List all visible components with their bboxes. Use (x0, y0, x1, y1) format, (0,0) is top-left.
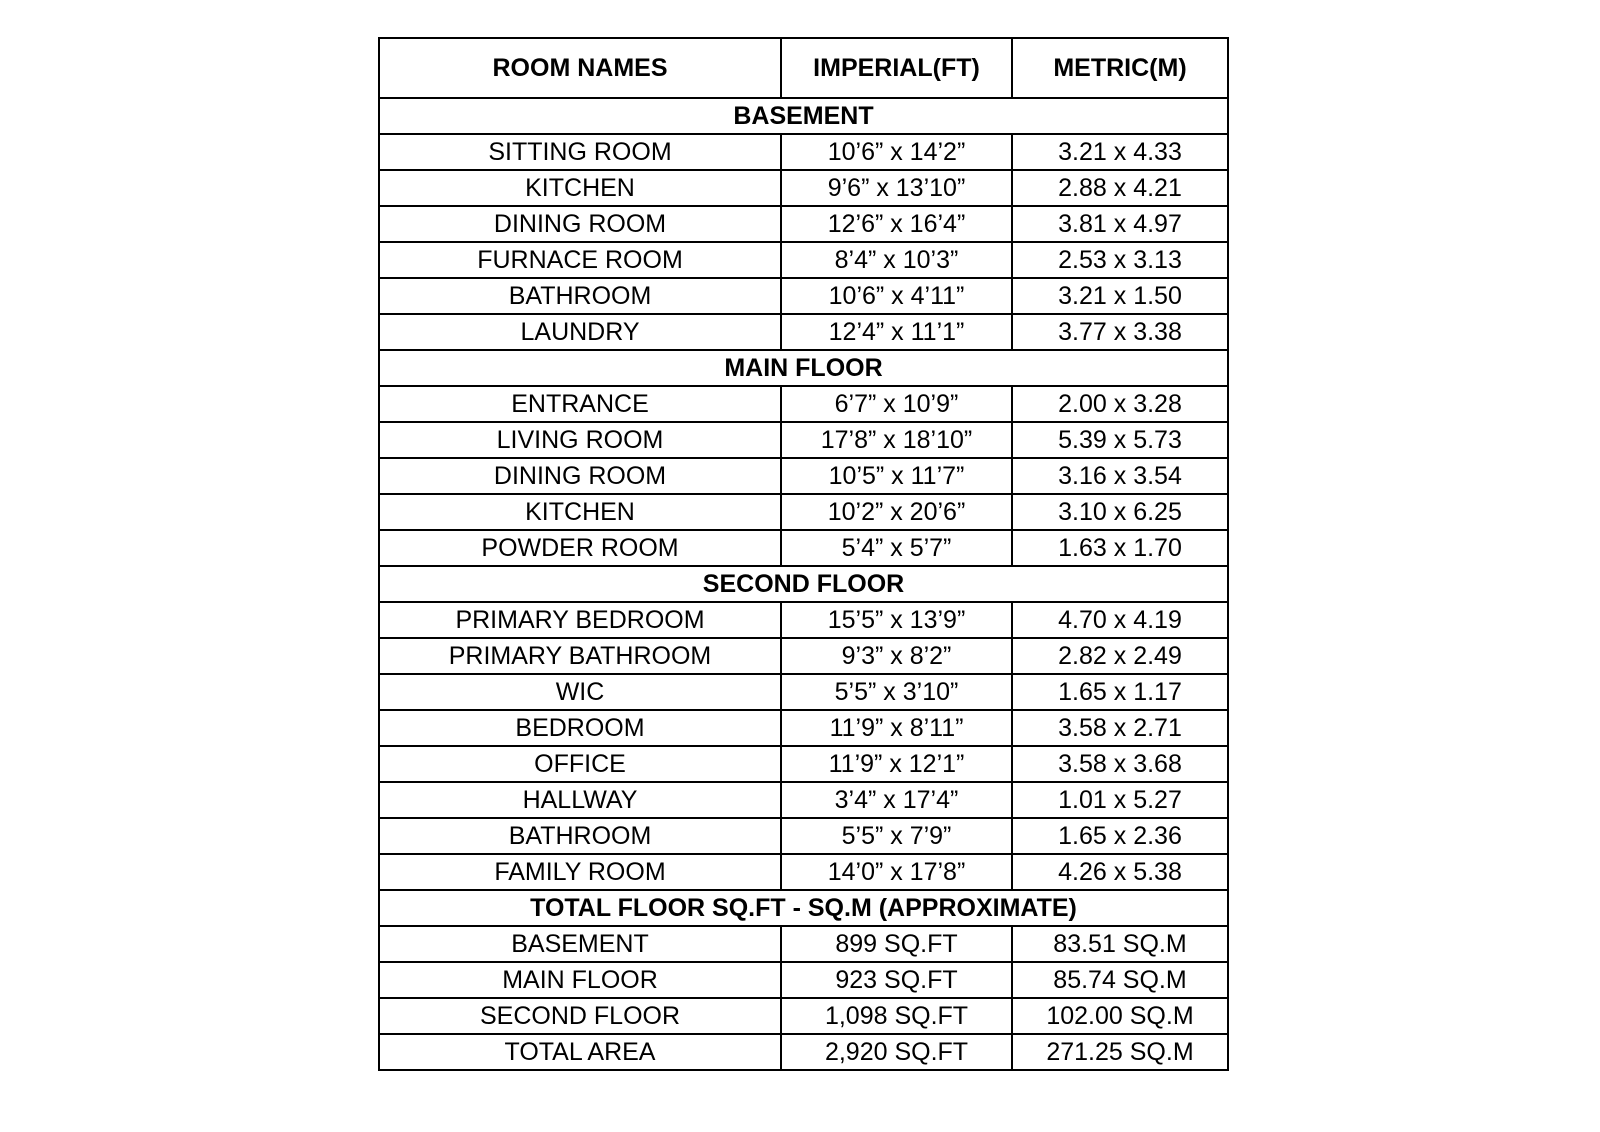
imperial-value: 12’6” x 16’4” (781, 206, 1012, 242)
metric-value: 1.65 x 2.36 (1012, 818, 1228, 854)
room-name: KITCHEN (379, 170, 781, 206)
area-sqft: 923 SQ.FT (781, 962, 1012, 998)
room-dimensions-table (378, 37, 1229, 1071)
imperial-value: 5’4” x 5’7” (781, 530, 1012, 566)
table-row (379, 998, 1228, 1034)
table-row (379, 242, 1228, 278)
table-row (379, 386, 1228, 422)
header-metric: METRIC(M) (1012, 38, 1228, 98)
table-row (379, 746, 1228, 782)
imperial-value: 12’4” x 11’1” (781, 314, 1012, 350)
table-row (379, 638, 1228, 674)
metric-value: 1.63 x 1.70 (1012, 530, 1228, 566)
imperial-value: 9’6” x 13’10” (781, 170, 1012, 206)
table-row (379, 854, 1228, 890)
floor-name: BASEMENT (379, 926, 781, 962)
imperial-value: 11’9” x 12’1” (781, 746, 1012, 782)
room-name: ENTRANCE (379, 386, 781, 422)
imperial-value: 11’9” x 8’11” (781, 710, 1012, 746)
metric-value: 3.10 x 6.25 (1012, 494, 1228, 530)
table-row (379, 674, 1228, 710)
metric-value: 3.58 x 3.68 (1012, 746, 1228, 782)
table-row (379, 782, 1228, 818)
section-row (379, 566, 1228, 602)
table-row (379, 134, 1228, 170)
metric-value: 3.58 x 2.71 (1012, 710, 1228, 746)
area-sqft: 1,098 SQ.FT (781, 998, 1012, 1034)
metric-value: 3.21 x 1.50 (1012, 278, 1228, 314)
room-name: LAUNDRY (379, 314, 781, 350)
table-row (379, 422, 1228, 458)
table-row (379, 530, 1228, 566)
section-row (379, 350, 1228, 386)
metric-value: 2.88 x 4.21 (1012, 170, 1228, 206)
section-title-second-floor: SECOND FLOOR (379, 566, 1228, 602)
metric-value: 2.82 x 2.49 (1012, 638, 1228, 674)
room-name: BATHROOM (379, 278, 781, 314)
area-sqft: 2,920 SQ.FT (781, 1034, 1012, 1070)
table-row (379, 962, 1228, 998)
table-row (379, 818, 1228, 854)
table-row (379, 926, 1228, 962)
metric-value: 1.65 x 1.17 (1012, 674, 1228, 710)
table-row (379, 170, 1228, 206)
area-sqm: 271.25 SQ.M (1012, 1034, 1228, 1070)
room-name: KITCHEN (379, 494, 781, 530)
section-title-main-floor: MAIN FLOOR (379, 350, 1228, 386)
metric-value: 2.53 x 3.13 (1012, 242, 1228, 278)
metric-value: 4.70 x 4.19 (1012, 602, 1228, 638)
metric-value: 2.00 x 3.28 (1012, 386, 1228, 422)
metric-value: 3.16 x 3.54 (1012, 458, 1228, 494)
section-title-basement: BASEMENT (379, 98, 1228, 134)
table-row (379, 314, 1228, 350)
metric-value: 3.77 x 3.38 (1012, 314, 1228, 350)
metric-value: 5.39 x 5.73 (1012, 422, 1228, 458)
section-row (379, 890, 1228, 926)
metric-value: 3.81 x 4.97 (1012, 206, 1228, 242)
table-row (379, 458, 1228, 494)
metric-value: 3.21 x 4.33 (1012, 134, 1228, 170)
area-sqm: 102.00 SQ.M (1012, 998, 1228, 1034)
imperial-value: 3’4” x 17’4” (781, 782, 1012, 818)
table-row (379, 710, 1228, 746)
room-name: FURNACE ROOM (379, 242, 781, 278)
room-name: OFFICE (379, 746, 781, 782)
table-row (379, 206, 1228, 242)
imperial-value: 10’6” x 14’2” (781, 134, 1012, 170)
table-row (379, 602, 1228, 638)
floor-name: MAIN FLOOR (379, 962, 781, 998)
room-name: POWDER ROOM (379, 530, 781, 566)
room-name: SITTING ROOM (379, 134, 781, 170)
room-name: LIVING ROOM (379, 422, 781, 458)
floor-name: TOTAL AREA (379, 1034, 781, 1070)
imperial-value: 14’0” x 17’8” (781, 854, 1012, 890)
room-name: BEDROOM (379, 710, 781, 746)
room-name: PRIMARY BEDROOM (379, 602, 781, 638)
imperial-value: 10’2” x 20’6” (781, 494, 1012, 530)
room-name: BATHROOM (379, 818, 781, 854)
floor-name: SECOND FLOOR (379, 998, 781, 1034)
table-row (379, 278, 1228, 314)
imperial-value: 5’5” x 7’9” (781, 818, 1012, 854)
table-body (379, 98, 1228, 1070)
imperial-value: 10’5” x 11’7” (781, 458, 1012, 494)
area-sqft: 899 SQ.FT (781, 926, 1012, 962)
table-row (379, 1034, 1228, 1070)
section-title-totals: TOTAL FLOOR SQ.FT - SQ.M (APPROXIMATE) (379, 890, 1228, 926)
imperial-value: 15’5” x 13’9” (781, 602, 1012, 638)
room-name: HALLWAY (379, 782, 781, 818)
imperial-value: 17’8” x 18’10” (781, 422, 1012, 458)
room-name: PRIMARY BATHROOM (379, 638, 781, 674)
area-sqm: 83.51 SQ.M (1012, 926, 1228, 962)
table-row (379, 494, 1228, 530)
room-name: FAMILY ROOM (379, 854, 781, 890)
imperial-value: 8’4” x 10’3” (781, 242, 1012, 278)
imperial-value: 9’3” x 8’2” (781, 638, 1012, 674)
metric-value: 4.26 x 5.38 (1012, 854, 1228, 890)
header-room-names: ROOM NAMES (379, 38, 781, 98)
room-name: DINING ROOM (379, 206, 781, 242)
header-imperial: IMPERIAL(FT) (781, 38, 1012, 98)
metric-value: 1.01 x 5.27 (1012, 782, 1228, 818)
header-row (379, 38, 1228, 98)
room-name: DINING ROOM (379, 458, 781, 494)
imperial-value: 6’7” x 10’9” (781, 386, 1012, 422)
area-sqm: 85.74 SQ.M (1012, 962, 1228, 998)
section-row (379, 98, 1228, 134)
imperial-value: 10’6” x 4’11” (781, 278, 1012, 314)
imperial-value: 5’5” x 3’10” (781, 674, 1012, 710)
room-name: WIC (379, 674, 781, 710)
